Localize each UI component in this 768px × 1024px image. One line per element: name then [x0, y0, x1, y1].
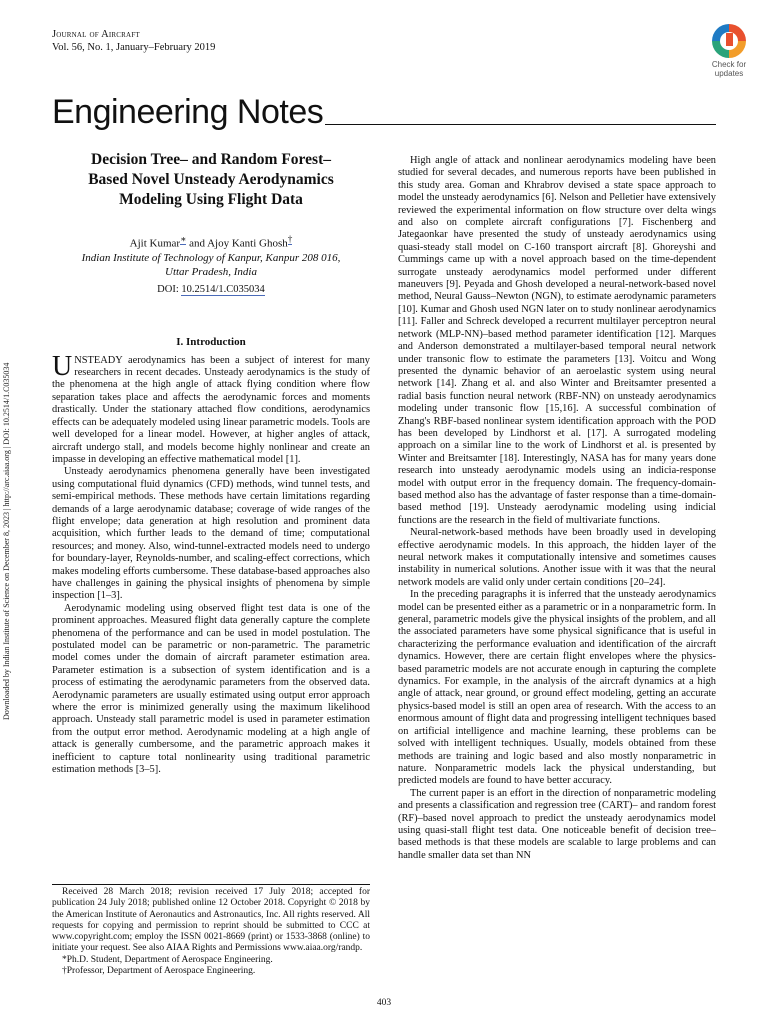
paper-title — [52, 150, 370, 210]
check-for-updates-badge[interactable] — [703, 24, 755, 82]
doi-label: DOI: — [157, 283, 182, 295]
doi-link[interactable]: 10.2514/1.C035034 — [181, 283, 265, 295]
right-paragraph-1: High angle of attack and nonlinear aerodynamics modeling have been studied for several decades, and numerous reports have been published in this study area. Goman and Khrabrov devised a state space approach to model the unsteady aerodynamics [6]. Nelson and Pelletier have extensively reviewed the experimental information on flow structure over delta wings and also on complete aircraft configurations [7]. Fischenberg and Jategaonkar have presented the study of unsteady aerodynamics using quasi-steady stall model on C-160 transport aircraft [8]. Ghoreyshi and Cummings came up with a novel approach based on the time-dependent surrogate unsteady aerodynamics model performed under different maneuvers [9]. Peyada and Ghosh developed a neural-network-based novel method, Neural Gauss–Newton (NGN), to estimate aerodynamic parameters [10]. Kumar and Ghosh used NGN later on to study nonlinear aerodynamics [11]. Faller and Schreck developed a recurrent multilayer perceptron neural network (MLP-NN)–based method parameter identification [12]. Marques and Anderson demonstrated a multilayer-based temporal neural network under transonic flow to estimate the parameters [13]. Voitcu and Wong presented the dynamic behavior of an aeroelastic system using neural network [14]. Zhang et al. and also Winter and Breitsamter presented a radial basis function neural network (RBF-NN) on unsteady aerodynamics modeling under transonic flow [15,16]. A successful combination of Zhang's RBF-based nonlinear system identification approach with the POD has been developed by Lindhorst et al. [17]. A surrogated modeling approach on a similar line to the work of Lindhorst et al. is presented by Winter and Breitsamter [18]. Interestingly, NASA has for many years done research into unsteady aerodynamic models using an indicia-response model with output error in the frequency domain. The frequency-domain-based method also has the advantage of faster response than a time-domain-based method [19]. Unsteady aerodynamic modeling using indicial functions are the research in the field of multivariate functions. — [398, 155, 716, 526]
paper-title-line-1: Decision Tree– and Random Forest– — [91, 151, 331, 168]
affiliation — [52, 251, 370, 279]
right-paragraph-4: The current paper is an effort in the direction of nonparametric modeling and presents a classification and regression tree (CART)– and random forest (RF)–based novel approach to predict the unsteady aerodynamics model using quasi-stall flight test data. One noticeable benefit of decision tree–based methods is that these models are scalable to large problems and can handle smaller data set than NN — [398, 787, 716, 861]
footnote-1: *Ph.D. Student, Department of Aerospace Engineering. — [62, 954, 273, 965]
paper-title-line-2: Based Novel Unsteady Aerodynamics — [88, 171, 334, 188]
authors — [52, 232, 370, 251]
doi-line — [52, 283, 370, 297]
intro-paragraph-1-text: aerodynamics has been a subject of interest for many researchers in recent decades. Unsteady aerodynamics is the study of the phenomena at the high angle of attack flying condition where flow separation takes place and affects the aerodynamic forces and moments drastically. Under the stationary attached flow conditions, aerodynamics effects can be adequately modeled using linear parametric models. Tools are well developed for a linear model. However, at higher angles of attack, aircraft undergo stall, and models become highly nonlinear and create an impasse in developing an effective mathematical model [1]. — [52, 354, 370, 465]
introduction-text — [52, 350, 370, 777]
affiliation-line-1: Indian Institute of Technology of Kanpur, Kanpur 208 016, — [81, 251, 341, 264]
affiliation-line-2: Uttar Pradesh, India — [165, 265, 257, 278]
badge-line-2: updates — [714, 69, 744, 78]
banner-rule — [302, 124, 716, 125]
section-banner — [52, 92, 716, 132]
author-2-footnote-link[interactable]: † — [287, 234, 293, 244]
right-column — [398, 155, 716, 862]
drop-cap: U — [52, 350, 73, 382]
section-heading-introduction: I. Introduction — [176, 335, 246, 348]
bookmark-icon — [726, 33, 733, 46]
section-banner-title: Engineering Notes — [52, 93, 324, 131]
badge-line-1: Check for — [711, 60, 747, 69]
journal-header — [52, 28, 215, 54]
journal-volume-line: Vol. 56, No. 1, January–February 2019 — [52, 42, 216, 53]
footnote-2: †Professor, Department of Aerospace Engineering. — [62, 966, 256, 977]
author-join: and — [186, 237, 208, 250]
left-column — [52, 150, 370, 776]
author-1: Ajit Kumar — [129, 237, 181, 250]
journal-name: Journal of Aircraft — [52, 29, 140, 40]
author-2: Ajoy Kanti Ghosh — [207, 237, 288, 250]
intro-first-word: NSTEADY — [74, 354, 123, 366]
download-side-note: Downloaded by Indian Institute of Science on December 8, 2023 | http://arc.aiaa.org | DOI: 10.2514/1.C035034 — [2, 362, 11, 720]
intro-paragraph-1 — [52, 350, 370, 467]
footnotes — [52, 884, 370, 977]
author-1-footnote-link[interactable]: ∗ — [180, 234, 187, 244]
paper-title-line-3: Modeling Using Flight Data — [119, 191, 303, 208]
intro-paragraph-3: Aerodynamic modeling using observed flight test data is one of the prominent approaches. Measured flight data generally capture the complete phenomena of the performance and can be used in model postulation. The postulated model can be parametric or non-parametric. The parametric model comes under the domain of aircraft parameter estimation area. Parameter estimation is a subsection of system identification and is a process of estimating the aerodynamic parameters from the observed data. Aerodynamic parameters are usually estimated using output error approach where the error is minimized generally using the maximum likelihood approach. Unsteady stall parametric model is used in parameter estimation from the output error method. Aerodynamic modeling at a high angle of attack is generally cumbersome, and the parametric approach makes it inefficient to capture total nonlinearity using traditional parametric estimation methods [3–5]. — [52, 602, 370, 776]
right-paragraph-2: Neural-network-based methods have been broadly used in developing effective aerodynamic models. In this approach, the hidden layer of the neural network makes it computationally intensive and sometimes causes instability in numerical solutions. Another issue with it was that the neural network models are valid only under certain conditions [20–24]. — [398, 527, 716, 588]
intro-paragraph-2: Unsteady aerodynamics phenomena generally have been investigated using computational fluid dynamics (CFD) methods, wind tunnel tests, and semi-empirical methods. These methods have certain limitations regarding demands of a large aerodynamic database; coverage of wide ranges of the flight envelope; data generation at high resolution and prominent data acquisition, which further leads to the demand of time; computational resources; and money. Also, wind-tunnel-extracted models need to undergo for boundary-layer, Reynolds-number, and scaling-effect corrections, which makes modeling efforts cumbersome. These database-based approaches also have challenges in gaining the physical insights of phenomena by simple inspection [1–3]. — [52, 466, 370, 602]
page-number: 403 — [376, 998, 392, 1008]
received-note: Received 28 March 2018; revision received 17 July 2018; accepted for publication 24 July 2018; published online 12 October 2018. Copyright © 2018 by the American Institute of Aeronautics and Astronautics, Inc. All rights reserved. All requests for copying and permission to reprint should be submitted to CCC at www.copyright.com; employ the ISSN 0021-8669 (print) or 1533-3868 (online) to initiate your request. See also AIAA Rights and Permissions www.aiaa.org/randp. — [52, 887, 370, 954]
right-paragraph-3: In the preceding paragraphs it is inferred that the unsteady aerodynamics model can be presented either as a parametric or in a nonparametric form. In general, parametric models give the physical insights of the problem, and all the associated parameters have some physical significance that is useful in characterizing the performance evaluation and identification of the aircraft dynamics. However, there are certain flight envelopes where the physics-based parametric models are not accurate enough in capturing the complete dynamics. For example, in the analysis of the aircraft dynamics at a high angle of attack, near ground, or ground effect modeling, getting an accurate physics-based model is still an open area of research. With the access to an enormous amount of flight data and progressing intelligent techniques based on artificial intelligence and machine learning, these problems can be solved with intelligent techniques. Usually, models obtained from these methods are training and logic based and also mostly nonparametric in nature. Nonparametric models lack the physical understanding, but predicted models are found to have better accuracy. — [398, 589, 716, 787]
